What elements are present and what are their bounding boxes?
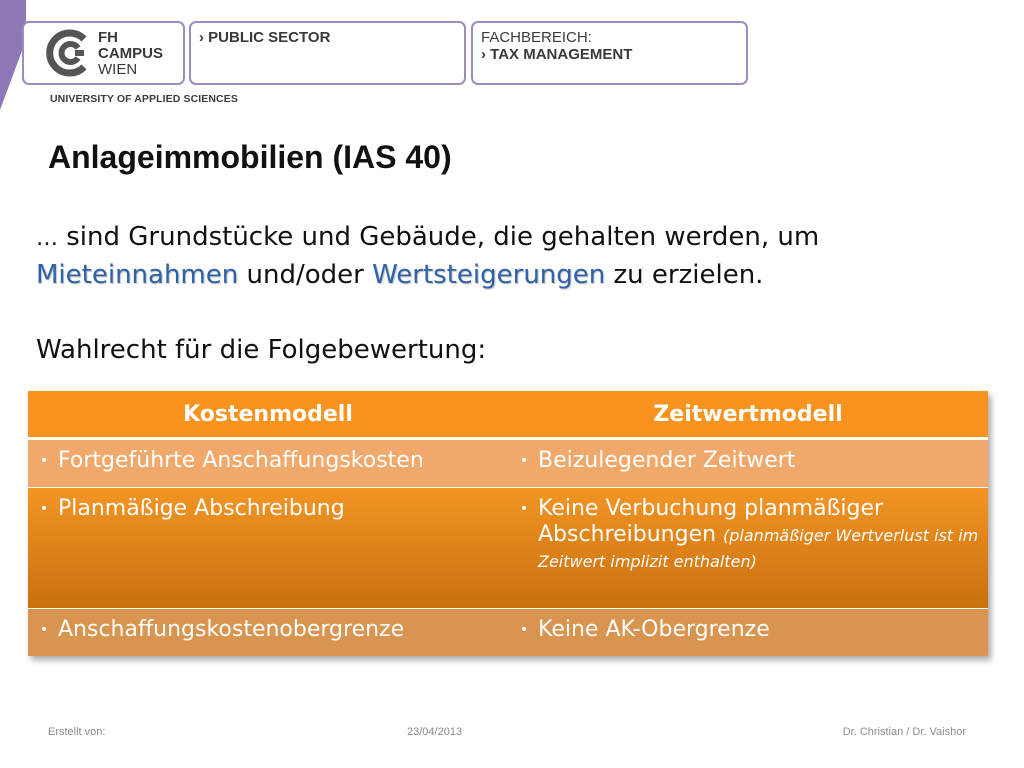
bullet-icon: • bbox=[40, 501, 49, 517]
logo-wordmark bbox=[98, 30, 163, 78]
table-cell bbox=[28, 488, 508, 608]
table-cell bbox=[508, 440, 988, 487]
cell-text: Anschaffungskostenobergrenze bbox=[58, 617, 405, 642]
cell-text: Planmäßige Abschreibung bbox=[58, 496, 345, 521]
university-label: UNIVERSITY OF APPLIED SCIENCES bbox=[50, 93, 238, 105]
sector-text: PUBLIC SECTOR bbox=[208, 29, 331, 46]
bullet-icon: • bbox=[40, 622, 49, 638]
bullet-icon: • bbox=[520, 501, 529, 517]
table-header-row bbox=[28, 391, 988, 440]
footer-authors: Dr. Christian / Dr. Vaishor bbox=[842, 726, 966, 738]
chevron-right-icon: › bbox=[481, 46, 486, 63]
department-label: FACHBEREICH: bbox=[481, 29, 592, 46]
bullet-icon: • bbox=[520, 453, 529, 469]
sector-box[interactable] bbox=[189, 21, 466, 85]
cell-text: Beizulegender Zeitwert bbox=[538, 448, 796, 473]
department-text: TAX MANAGEMENT bbox=[490, 46, 633, 63]
table-row bbox=[28, 488, 988, 609]
department-box[interactable] bbox=[471, 21, 748, 85]
cell-text-with-note bbox=[538, 496, 988, 574]
department-name bbox=[481, 46, 632, 63]
intro-text bbox=[36, 219, 996, 294]
highlight-value-increase: Wertsteigerungen bbox=[372, 260, 606, 290]
chevron-right-icon: › bbox=[199, 29, 204, 46]
fh-campus-logo-icon bbox=[44, 29, 92, 77]
highlight-rental-income: Mieteinnahmen bbox=[36, 260, 239, 290]
table-cell bbox=[508, 488, 988, 608]
intro-part-2: und/oder bbox=[238, 260, 373, 290]
intro-ellipsis: … bbox=[36, 226, 58, 251]
footer-created-by: Erstellt von: bbox=[48, 726, 106, 738]
table-cell bbox=[28, 440, 508, 487]
table-cell bbox=[508, 609, 988, 656]
footer-date: 23/04/2013 bbox=[407, 726, 463, 738]
cell-note: (planmäßiger Wertverlust ist im Zeitwert implizit enthalten) bbox=[538, 526, 979, 571]
logo-line-1: FH bbox=[98, 29, 118, 46]
cell-text: Fortgeführte Anschaffungskosten bbox=[58, 448, 424, 473]
logo-line-2: CAMPUS bbox=[98, 45, 164, 62]
subheading: Wahlrecht für die Folgebewertung: bbox=[36, 335, 487, 365]
table-cell bbox=[28, 609, 508, 656]
table-row bbox=[28, 440, 988, 488]
bullet-icon: • bbox=[40, 453, 49, 469]
cell-text: Keine Verbuchung planmäßiger Abschreibungen bbox=[538, 496, 884, 547]
header-fair-value-model: Zeitwertmodell bbox=[653, 401, 843, 427]
logo-line-3: WIEN bbox=[98, 61, 138, 78]
header-cost-model: Kostenmodell bbox=[183, 401, 353, 427]
intro-part-1: sind Grundstücke und Gebäude, die gehalten werden, um bbox=[58, 222, 820, 252]
cell-text: Keine AK-Obergrenze bbox=[538, 617, 770, 642]
sector-label bbox=[199, 29, 330, 46]
slide-title: Anlageimmobilien (IAS 40) bbox=[48, 139, 452, 175]
bullet-icon: • bbox=[520, 622, 529, 638]
intro-part-3: zu erzielen. bbox=[605, 260, 764, 290]
table-row bbox=[28, 609, 988, 656]
comparison-table bbox=[28, 391, 988, 656]
logo-box[interactable] bbox=[22, 21, 185, 85]
